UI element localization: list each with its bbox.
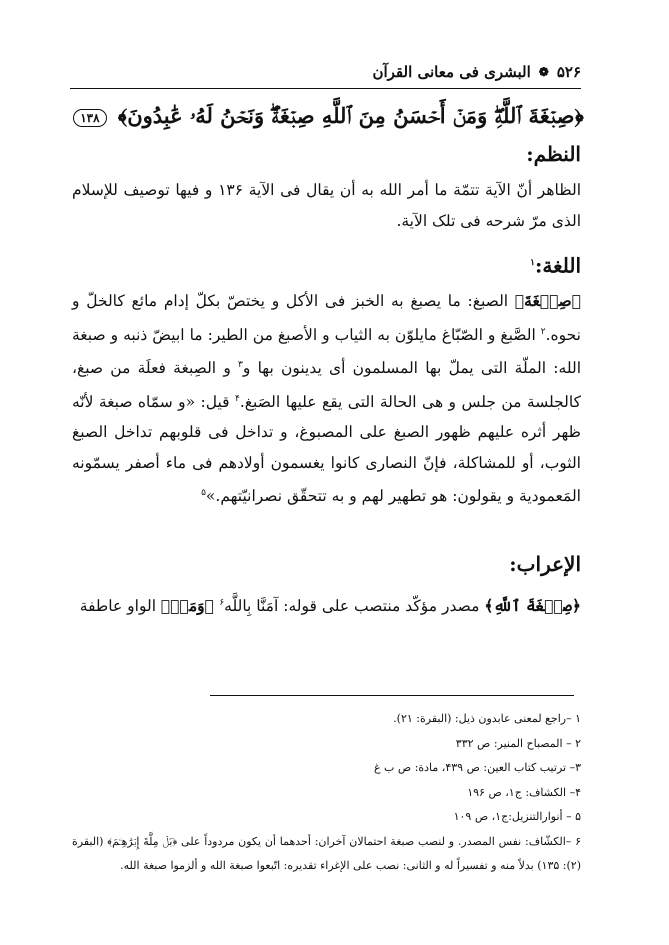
footnote-ref-1: ۱ (530, 258, 535, 268)
irab-text-1: مصدر مؤکّد منتصب علی قوله: آمَنَّا بِاللَّه (224, 597, 485, 616)
footnote-ref-4: ۴ (235, 393, 240, 404)
footnote-ref-6: ۶ (219, 598, 225, 608)
footnote-2: ۲ – المصباح المنیر: ص ۳۳۲ (455, 736, 581, 750)
footnote-1: ۱ –راجع لمعنی عابدون ذیل: (البقرة: ۲۱). (393, 712, 581, 725)
book-title: البشری فی معانی القرآن (372, 63, 531, 81)
footnote-4: ۴– الکشاف: ج۱، ص ۱۹۶ (467, 785, 581, 799)
footnotes (72, 707, 581, 878)
ornament-icon: ❁ (538, 65, 549, 79)
paragraph-lugha (72, 286, 581, 512)
section-heading-nazm: النظم: (526, 142, 581, 166)
lugha-text-2: الصَّبغ و الصّبّاغ مایلوّن به الثیاب و الأصبغ من الطیر: ما ابیضّ ذنبه و صبغة الله: الملّة التی یملّ بها المسلمون أی یدینون بها و (72, 325, 581, 378)
irab-term-2: ﴿وَمَنۡ﴾ (160, 596, 220, 616)
verse-number-badge: ۱۳۸ (73, 109, 106, 127)
paragraph-irab (72, 588, 581, 622)
quran-verse (70, 98, 587, 134)
page-number: ۵۲۶ (556, 63, 581, 81)
footnote-5: ۵ – أنوارالتنزیل:ج۱، ص ۱۰۹ (453, 810, 581, 823)
footnote-rule (210, 695, 574, 696)
footnote-6: ۶ –الکشّاف: نفس المصدر. و لنصب صبغة احتمالان آخران: أحدهما أن یکون مردوداً علی ﴿بَلۡ مِلَّةَ إِبۡرَٰهِـۧمَ﴾ (البقرة (۲): ۱۳۵) بدلاً منه و تفسیراً له و الثانی: نصب علی الإغراء تقدیره: اتّبعوا صبغة الله و ألزموا صبغة الله. (72, 834, 581, 872)
running-header (70, 58, 581, 86)
section-heading-irab: الإعراب: (509, 552, 581, 576)
irab-term-1: ﴿صِبۡغَةَ ٱللَّهِ﴾ (484, 596, 581, 616)
lugha-text-3: و الصِبغة فعلَة من صبغ، کالجلسة من جلس و هی الحالة التی یقع علیها الصَبغ. (72, 359, 581, 411)
lugha-text-1: الصبغ: ما یصبغ به الخبز فی الأکل و یختصّ بکلّ إدام مائع کالخلّ و نحوه. (72, 292, 581, 344)
irab-text-2: الواو عاطفة (79, 597, 161, 616)
lugha-term: ﴿صِبۡغَةَ﴾ (514, 291, 581, 310)
footnote-ref-3: ۳ (238, 360, 243, 371)
lugha-text-4: قیل: «و سمّاه صبغة لأنّه ظهر أثره علیهم ظهور الصبغ علی المصبوغ، و تداخل فی قلوبهم تداخل الصبغ الثوب، أو للمشاکلة، فإنّ النصاری کانوا یغسمون أولادهم فی ماء أصفر یسمّونه المَعمودیة و یقولون: هو تطهیر لهم و به تتحقّق نصرانیّتهم.» (72, 392, 581, 506)
footnote-ref-2: ۲ (540, 326, 546, 337)
header-rule (70, 88, 581, 89)
footnote-ref-5: ۵ (201, 488, 206, 499)
footnote-3: ۳– ترتیب کتاب العین: ص ۴۳۹، مادة: ص ب غ (373, 761, 581, 774)
verse-text: ﴿صِبۡغَةَ ٱللَّهِۖ وَمَنۡ أَحۡسَنُ مِنَ ٱللَّهِ صِبۡغَةٗۖ وَنَحۡنُ لَهُۥ عَٰبِدُونَ﴾ (117, 103, 584, 128)
paragraph-nazm: الظاهر أنّ الآیة تتمّة ما أمر الله به أن یقال فی الآیة ۱۳۶ و فیها توصیف للإسلام الذی مرّ شرحه فی تلک الآیة. (72, 181, 582, 230)
lugha-title: اللغة: (534, 253, 581, 278)
section-heading-lugha (530, 249, 581, 280)
